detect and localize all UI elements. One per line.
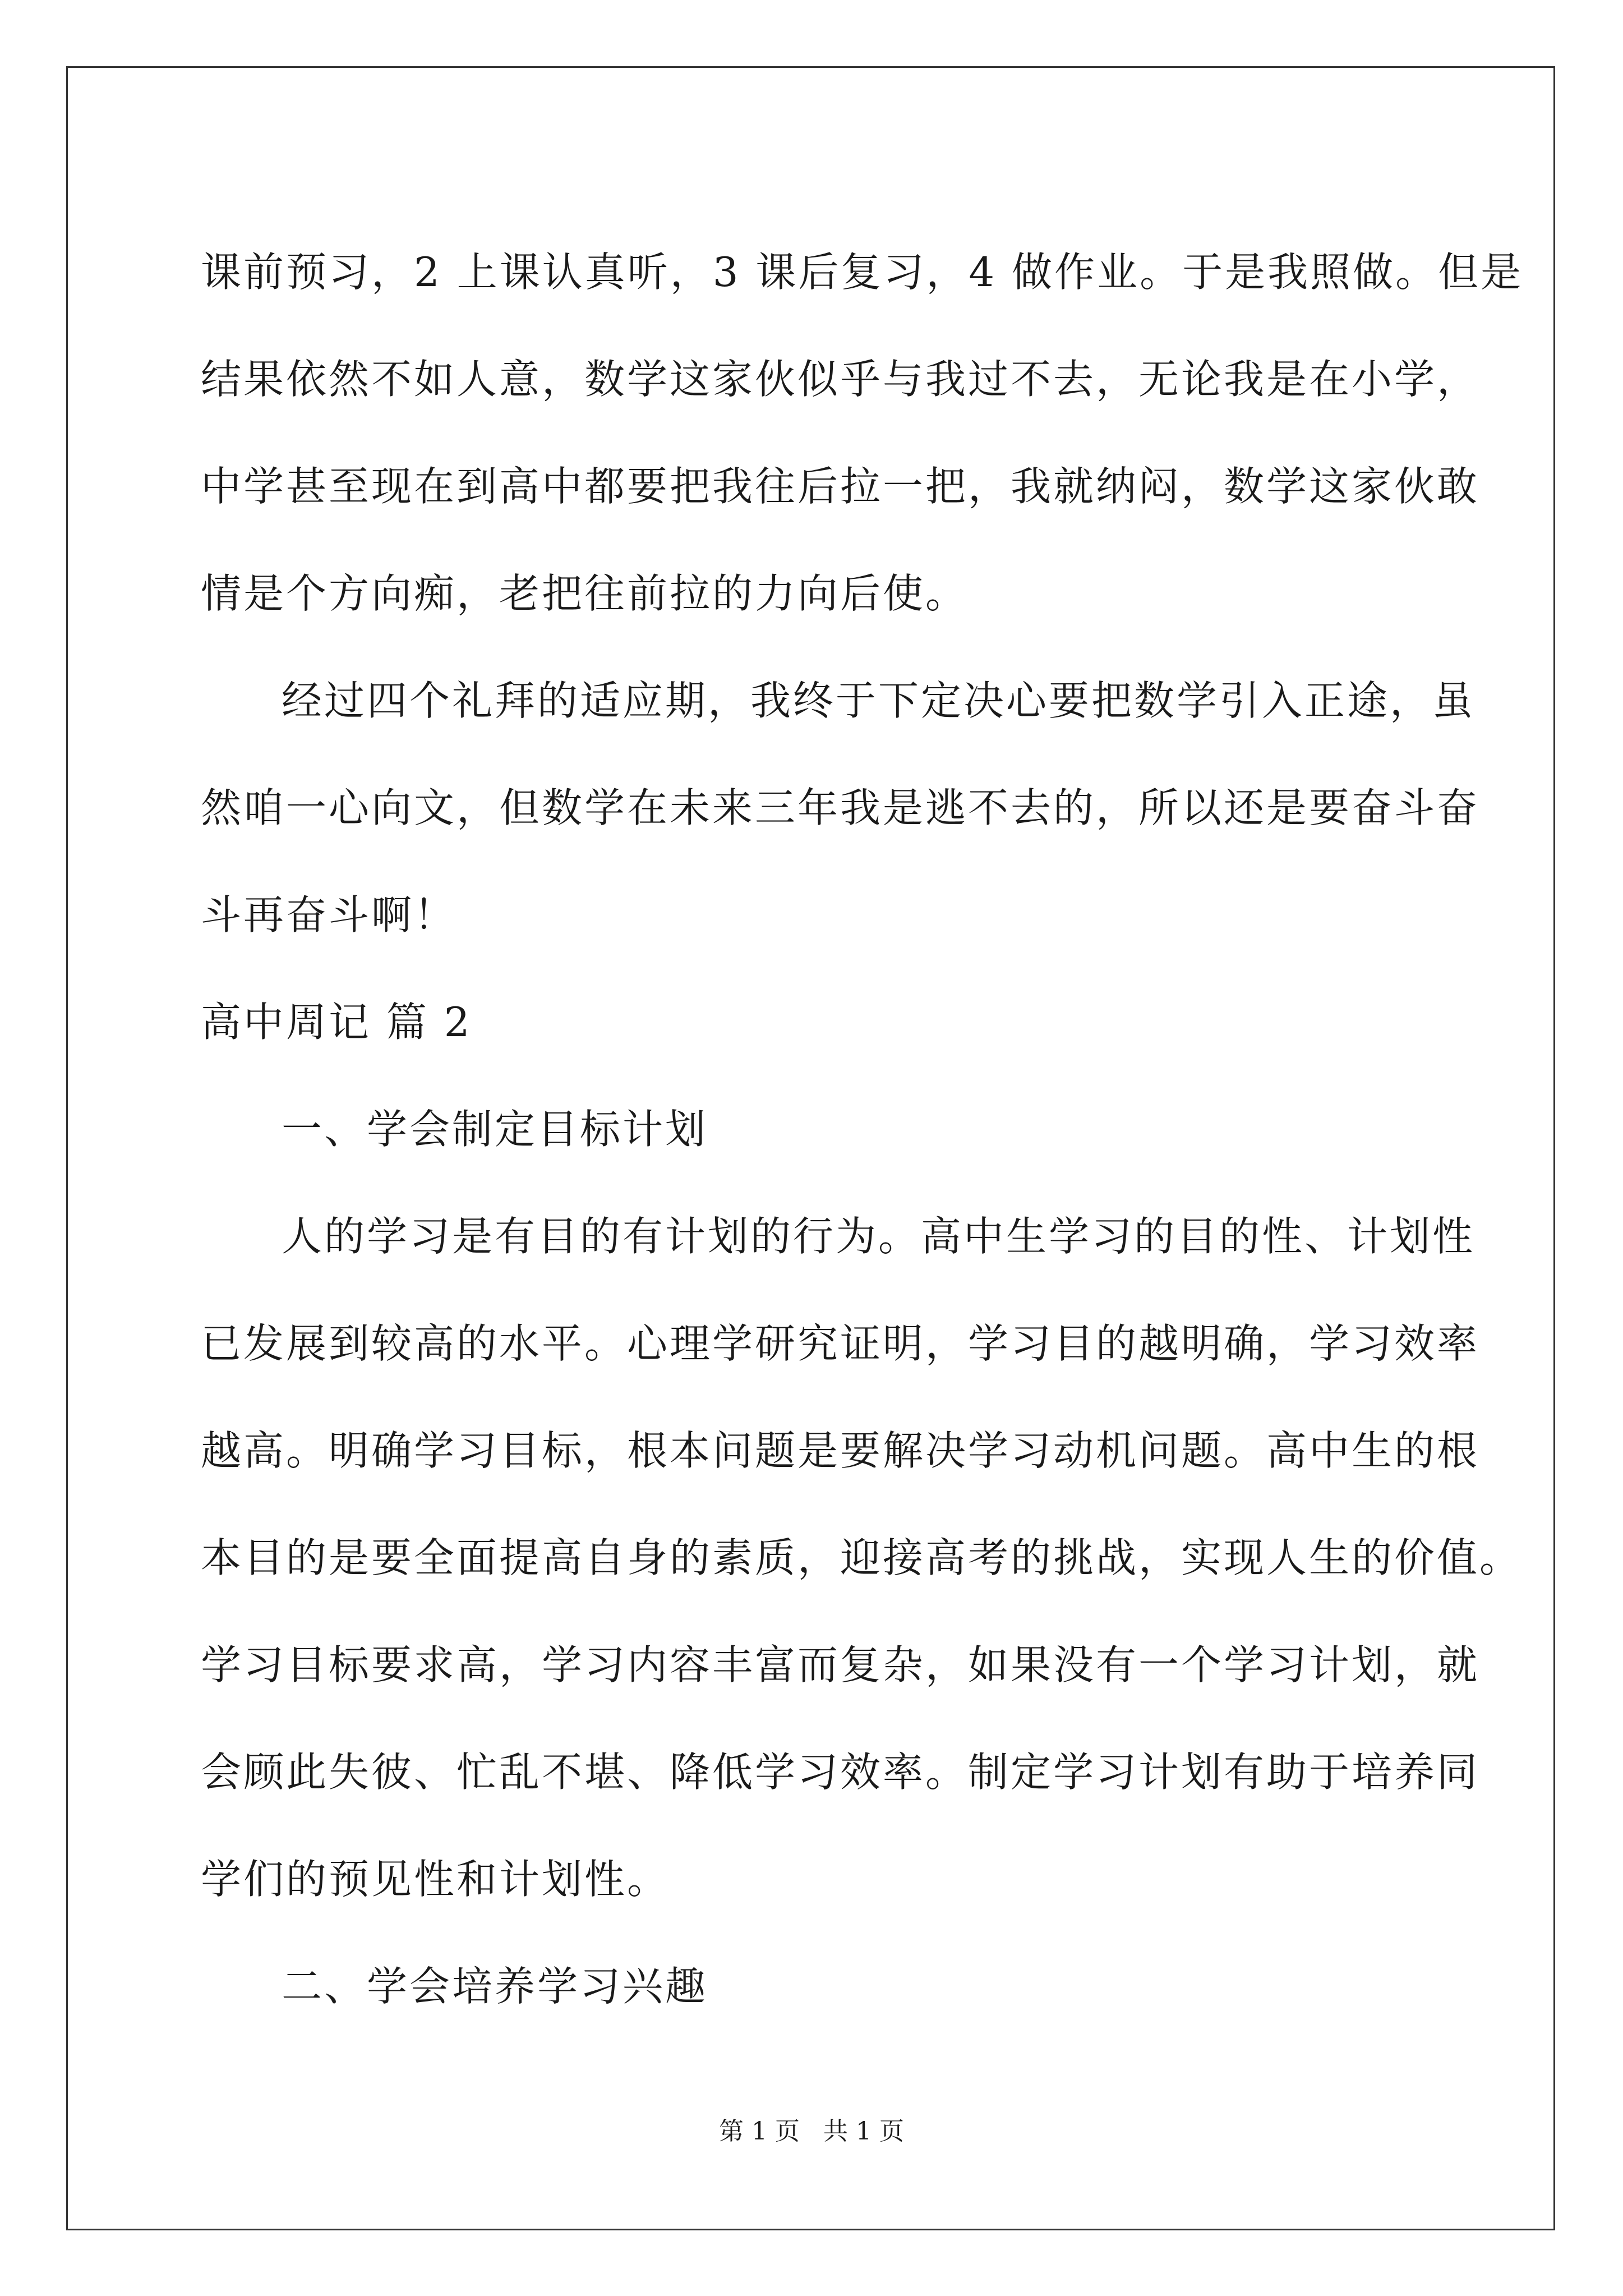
text-line: 斗再奋斗啊！ xyxy=(201,891,457,938)
text-line: 学习目标要求高，学习内容丰富而复杂，如果没有一个学习计划，就 xyxy=(201,1641,1480,1688)
text-line: 越高。明确学习目标，根本问题是要解决学习动机问题。高中生的根 xyxy=(201,1427,1480,1474)
text-line: 课前预习，2 上课认真听，3 课后复习，4 做作业。于是我照做。但是 xyxy=(201,249,1524,296)
text-line: 已发展到较高的水平。心理学研究证明，学习目的越明确，学习效率 xyxy=(201,1320,1480,1367)
text-line: 然咱一心向文，但数学在未来三年我是逃不去的，所以还是要奋斗奋 xyxy=(201,784,1480,831)
text-line: 学们的预见性和计划性。 xyxy=(201,1856,670,1903)
page-footer: 第 1 页 共 1 页 xyxy=(719,2117,904,2146)
text-line: 本目的是要全面提高自身的素质，迎接高考的挑战，实现人生的价值。 xyxy=(201,1534,1523,1581)
text-line: 一、学会制定目标计划 xyxy=(282,1106,708,1153)
text-line: 会顾此失彼、忙乱不堪、降低学习效率。制定学习计划有助于培养同 xyxy=(201,1749,1480,1796)
text-line: 高中周记 篇 2 xyxy=(201,999,472,1046)
text-line: 人的学习是有目的有计划的行为。高中生学习的目的性、计划性 xyxy=(282,1213,1476,1260)
text-line: 情是个方向痴，老把往前拉的力向后使。 xyxy=(201,570,969,617)
text-line: 结果依然不如人意，数学这家伙似乎与我过不去，无论我是在小学， xyxy=(201,356,1480,403)
text-line: 二、学会培养学习兴趣 xyxy=(282,1963,708,2010)
text-line: 经过四个礼拜的适应期，我终于下定决心要把数学引入正途，虽 xyxy=(282,677,1476,724)
text-line: 中学甚至现在到高中都要把我往后拉一把，我就纳闷，数学这家伙敢 xyxy=(201,463,1480,510)
document-body xyxy=(201,219,1524,2040)
